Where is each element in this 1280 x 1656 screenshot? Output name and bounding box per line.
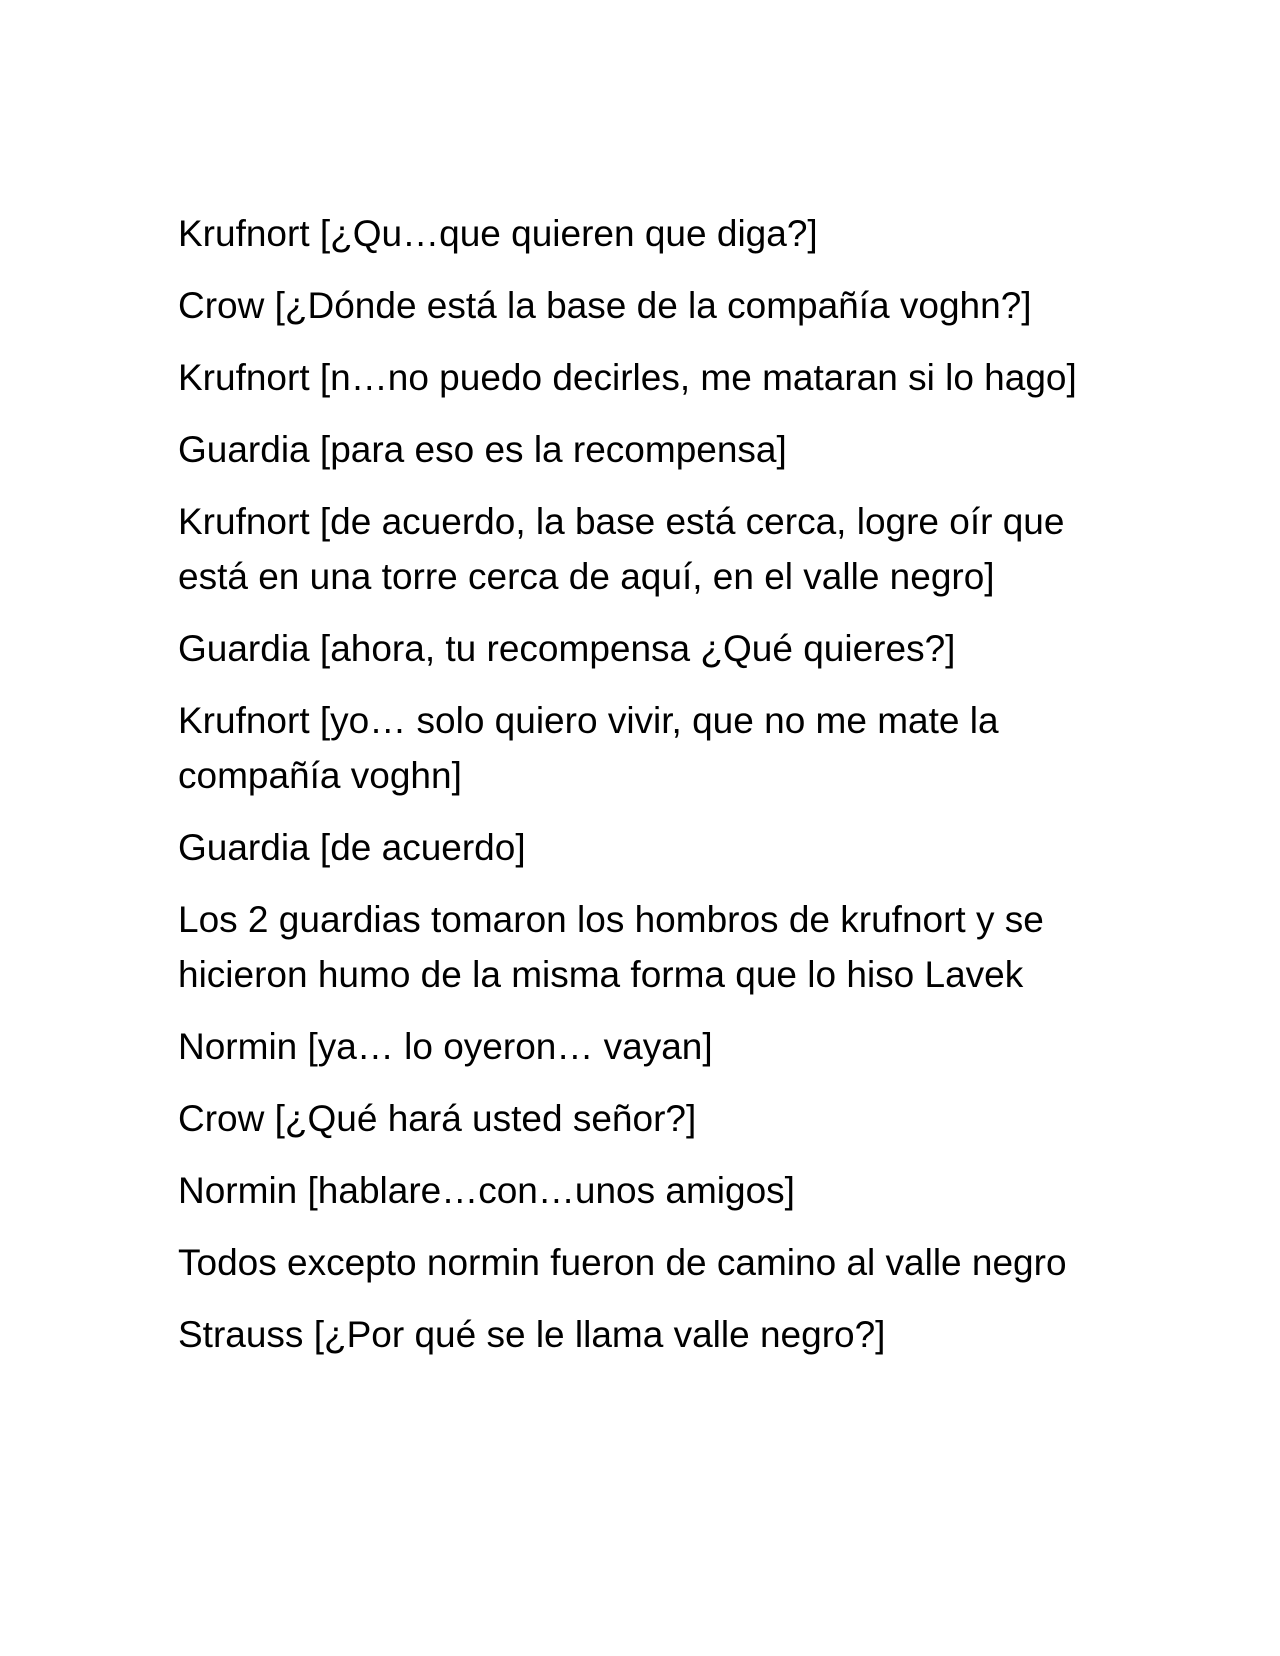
- dialogue-line-1: Krufnort [¿Qu…que quieren que diga?]: [178, 213, 818, 254]
- dialogue-line-7: Krufnort [yo… solo quiero vivir, que no me mate la compañía voghn]: [178, 700, 999, 796]
- dialogue-line-6: Guardia [ahora, tu recompensa ¿Qué quieres?]: [178, 628, 956, 669]
- dialogue-line-11: Normin [hablare…con…unos amigos]: [178, 1170, 795, 1211]
- dialogue-line-4: Guardia [para eso es la recompensa]: [178, 429, 787, 470]
- dialogue-line-2: Crow [¿Dónde está la base de la compañía voghn?]: [178, 285, 1032, 326]
- narration-line-2: Todos excepto normin fueron de camino al valle negro: [178, 1242, 1067, 1283]
- dialogue-line-3: Krufnort [n…no puedo decirles, me mataran si lo hago]: [178, 357, 1077, 398]
- dialogue-line-12: Strauss [¿Por qué se le llama valle negro?]: [178, 1314, 886, 1355]
- dialogue-line-10: Crow [¿Qué hará usted señor?]: [178, 1098, 697, 1139]
- dialogue-line-9: Normin [ya… lo oyeron… vayan]: [178, 1026, 713, 1067]
- narration-line-1: Los 2 guardias tomaron los hombros de krufnort y se hicieron humo de la misma forma que lo hiso Lavek: [178, 899, 1044, 995]
- dialogue-line-5: Krufnort [de acuerdo, la base está cerca, logre oír que está en una torre cerca de aquí, en el valle negro]: [178, 501, 1065, 597]
- document-body: [178, 206, 1108, 1379]
- dialogue-line-8: Guardia [de acuerdo]: [178, 827, 526, 868]
